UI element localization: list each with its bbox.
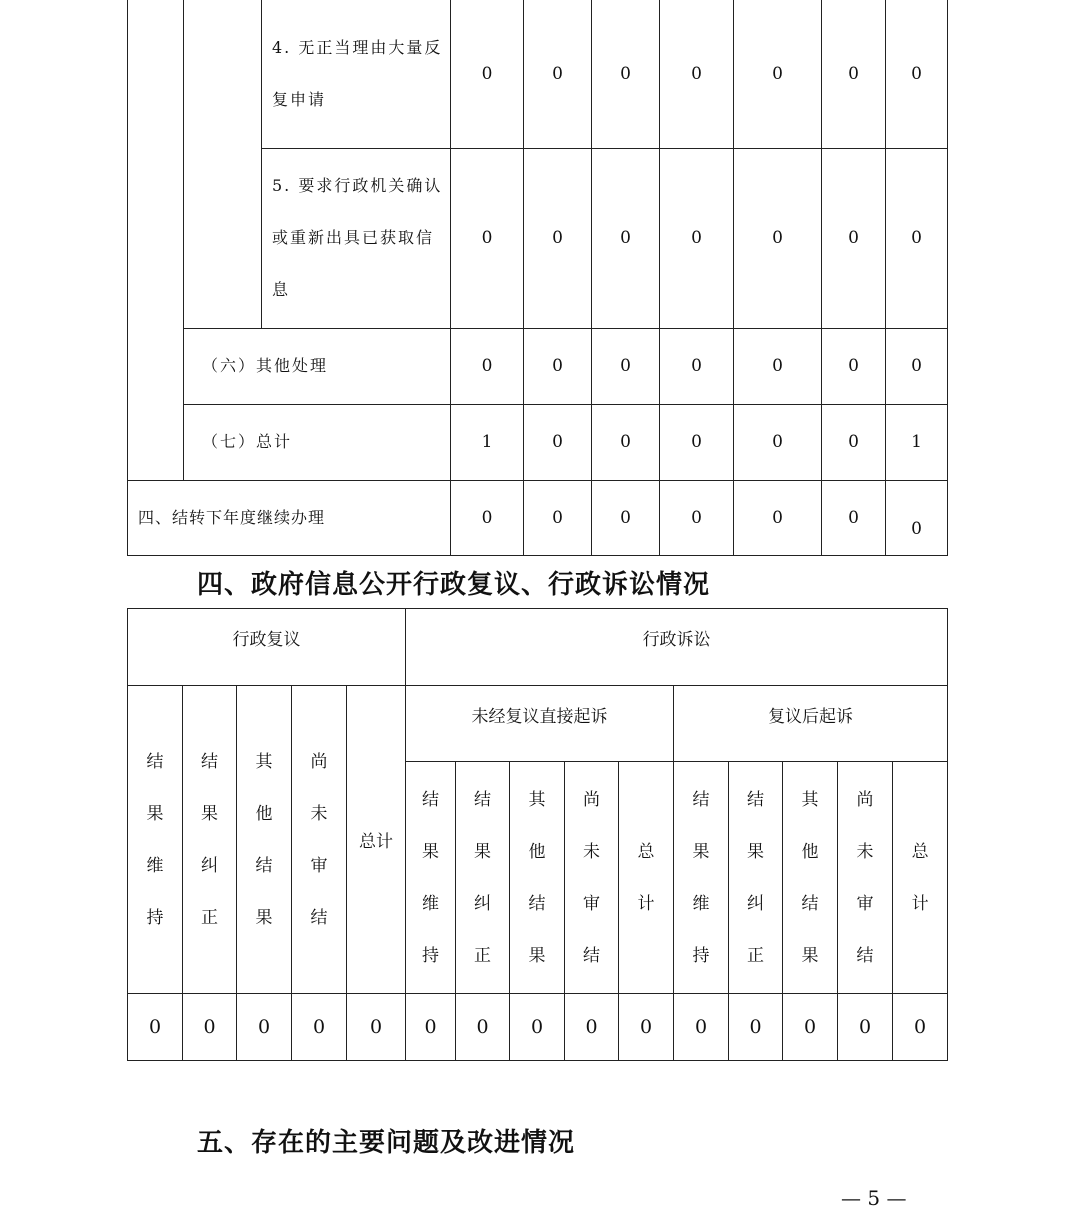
section-heading: 四、政府信息公开行政复议、行政诉讼情况: [197, 570, 711, 600]
cell-value: 0: [524, 328, 592, 404]
cell-value: 0: [183, 994, 237, 1061]
row-label: （六）其他处理: [184, 328, 451, 404]
header-char: 结: [146, 751, 164, 772]
cell-value: 0: [524, 480, 592, 555]
header-char: 果: [201, 803, 218, 824]
header-char: 正: [474, 945, 492, 966]
header-char: 其: [801, 789, 819, 810]
header-char: 结: [474, 789, 492, 810]
header-char: 未: [856, 841, 874, 862]
cell-value: 0: [729, 994, 783, 1061]
cell-value: 0: [456, 994, 510, 1061]
header-char: 持: [422, 945, 440, 966]
header-char: 果: [474, 841, 492, 862]
header-char: 纠: [747, 893, 765, 914]
cell-value: 0: [592, 148, 660, 328]
cell-value: 0: [734, 480, 822, 555]
row-label-line: 复申请: [272, 89, 327, 109]
header-char: 结: [255, 855, 273, 876]
cell-value: 0: [592, 0, 660, 148]
header-char: 果: [747, 841, 765, 862]
table-row: [128, 480, 948, 555]
header-char: 正: [201, 907, 218, 928]
header-char: 结: [856, 945, 874, 966]
cell-value: 0: [886, 0, 948, 148]
header-char: 正: [747, 945, 765, 966]
cell-value: 0: [734, 328, 822, 404]
table-row: [128, 994, 948, 1061]
header-char: 果: [692, 841, 710, 862]
direct-suit-header: 未经复议直接起诉: [406, 686, 674, 762]
review-litigation-table: [127, 608, 948, 1061]
header-char: 结: [692, 789, 710, 810]
cell-value: 0: [822, 0, 886, 148]
cell-value: 0: [783, 994, 838, 1061]
cell-value: 1: [451, 404, 524, 480]
header-char: 他: [528, 841, 546, 862]
direct-col-header: [510, 762, 565, 994]
row-label-line: 或重新出具已获取信: [272, 228, 435, 247]
header-char: 果: [255, 907, 273, 928]
header-char: 果: [422, 841, 440, 862]
after-review-col-header: [783, 762, 838, 994]
header-char: 计: [637, 893, 655, 914]
cell-value: 0: [674, 994, 729, 1061]
header-char: 纠: [474, 893, 492, 914]
cell-value: 0: [822, 480, 886, 555]
table-row: [128, 328, 948, 404]
review-col-header: [128, 686, 183, 994]
direct-col-header: [406, 762, 456, 994]
after-review-col-header: [893, 762, 948, 994]
review-total-header: 总计: [347, 686, 406, 994]
header-char: 结: [583, 945, 601, 966]
cell-value: 0: [734, 404, 822, 480]
cell-value: 0: [660, 148, 734, 328]
cell-value: 0: [592, 404, 660, 480]
cell-value: 0: [406, 994, 456, 1061]
header-char: 未: [310, 803, 328, 824]
cell-value: 0: [660, 480, 734, 555]
cell-value: 0: [886, 328, 948, 404]
direct-col-header: [565, 762, 619, 994]
header-char: 未: [583, 841, 601, 862]
header-char: 其: [255, 751, 273, 772]
cell-value: 0: [347, 994, 406, 1061]
inner-group-cell: [184, 0, 262, 328]
row-label: [262, 0, 451, 148]
cell-value: 0: [886, 480, 948, 555]
cell-value: 0: [822, 328, 886, 404]
after-review-col-header: [838, 762, 893, 994]
review-col-header: [292, 686, 347, 994]
cell-value: 0: [510, 994, 565, 1061]
cell-value: 0: [451, 480, 524, 555]
cell-value: 0: [660, 328, 734, 404]
cell-value: 0: [565, 994, 619, 1061]
cell-value: 0: [838, 994, 893, 1061]
section-heading: 五、存在的主要问题及改进情况: [197, 1128, 576, 1158]
after-review-col-header: [674, 762, 729, 994]
after-review-col-header: [729, 762, 783, 994]
review-col-header: [183, 686, 237, 994]
header-char: 他: [255, 803, 273, 824]
header-char: 维: [146, 855, 164, 876]
cell-value: 0: [822, 404, 886, 480]
header-char: 果: [146, 803, 164, 824]
cell-value: 0: [893, 994, 948, 1061]
page-number: — 5 —: [841, 1186, 907, 1210]
header-char: 总: [637, 841, 655, 862]
header-char: 审: [583, 893, 601, 914]
cell-value: 0: [660, 0, 734, 148]
header-char: 审: [310, 855, 328, 876]
cell-value: 0: [886, 148, 948, 328]
cell-value: 0: [734, 148, 822, 328]
cell-value: 0: [734, 0, 822, 148]
header-char: 结: [310, 907, 328, 928]
cell-value: 0: [524, 0, 592, 148]
cell-value: 0: [451, 328, 524, 404]
cell-value: 0: [619, 994, 674, 1061]
header-char: 其: [528, 789, 546, 810]
direct-col-header: [619, 762, 674, 994]
row-label: 四、结转下年度继续办理: [128, 480, 451, 555]
table-row: [128, 0, 948, 148]
cell-value: 0: [128, 994, 183, 1061]
header-char: 尚: [310, 751, 328, 772]
review-header: 行政复议: [128, 609, 406, 686]
header-char: 尚: [856, 789, 874, 810]
cell-value: 0: [524, 404, 592, 480]
cell-value: 0: [237, 994, 292, 1061]
row-label-line: 息: [272, 280, 291, 299]
cell-value: 0: [592, 480, 660, 555]
table-row: [128, 404, 948, 480]
row-label-line: 5. 要求行政机关确认: [272, 176, 443, 195]
header-char: 结: [201, 751, 218, 772]
disposal-results-table: [127, 0, 948, 556]
header-char: 果: [528, 945, 546, 966]
direct-col-header: [456, 762, 510, 994]
row-label-line: 4. 无正当理由大量反: [272, 37, 443, 57]
header-char: 持: [146, 907, 164, 928]
header-char: 他: [801, 841, 819, 862]
header-char: 果: [801, 945, 819, 966]
cell-value: 0: [451, 148, 524, 328]
outer-group-cell: [128, 0, 184, 480]
header-char: 结: [747, 789, 765, 810]
cell-value: 0: [451, 0, 524, 148]
cell-value: 0: [592, 328, 660, 404]
cell-value: 0: [660, 404, 734, 480]
cell-value: 1: [886, 404, 948, 480]
header-char: 计: [911, 893, 929, 914]
header-char: 尚: [583, 789, 601, 810]
table-row: [128, 609, 948, 686]
cell-value: 0: [292, 994, 347, 1061]
after-review-header: 复议后起诉: [674, 686, 948, 762]
header-char: 结: [528, 893, 546, 914]
header-char: 总: [911, 841, 929, 862]
header-char: 结: [422, 789, 440, 810]
row-label: [262, 148, 451, 328]
review-col-header: [237, 686, 292, 994]
row-label: （七）总计: [184, 404, 451, 480]
header-char: 维: [422, 893, 440, 914]
header-char: 纠: [201, 855, 218, 876]
header-char: 维: [692, 893, 710, 914]
header-char: 结: [801, 893, 819, 914]
table-row: [128, 686, 948, 762]
cell-value: 0: [524, 148, 592, 328]
header-char: 持: [692, 945, 710, 966]
litigation-header: 行政诉讼: [406, 609, 948, 686]
header-char: 审: [856, 893, 874, 914]
cell-value: 0: [822, 148, 886, 328]
